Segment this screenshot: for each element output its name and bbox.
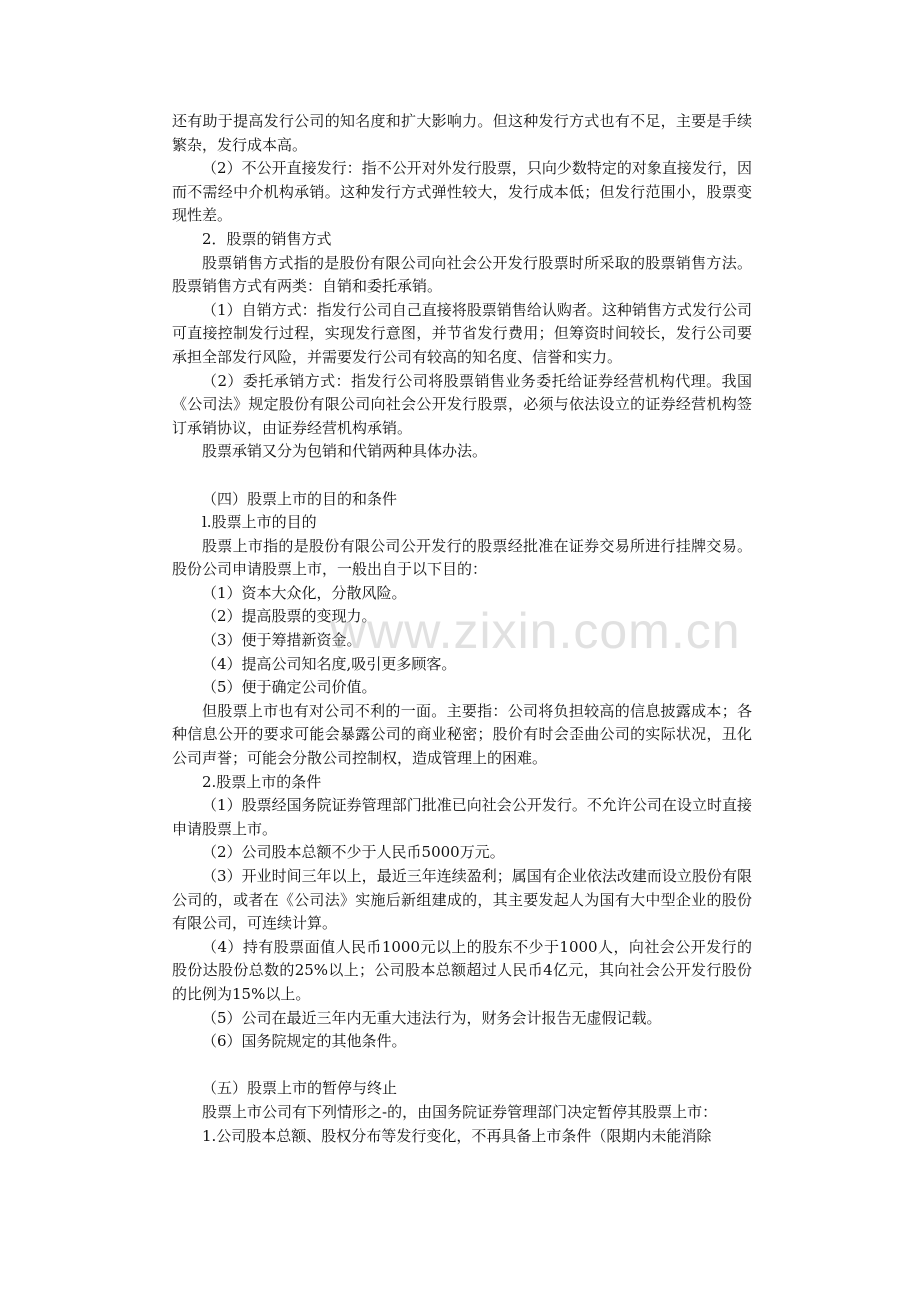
paragraph-suspension-intro: 股票上市公司有下列情形之-的，由国务院证券管理部门决定暂停其股票上市： [202,1102,718,1121]
list-item: （2）公司股本总额不少于人民币5000万元。 [202,843,505,862]
list-item: （5）公司在最近三年内无重大违法行为，财务会计报告无虚假记载。 [202,1008,662,1027]
body-text [172,110,752,1148]
paragraph-listing-disadvantages: 但股票上市也有对公司不利的一面。主要指：公司将负担较高的信息披露成本；各种信息公开的要求可能会暴露公司的商业秘密；股价有时会歪曲公司的实际状况，丑化公司声誉；可能会分散公司控制权，造成管理上的困难。 [172,701,752,768]
subheading-listing-purpose: l.股票上市的目的 [202,513,317,532]
list-item: （5）便于确定公司价值。 [202,678,377,697]
paragraph-underwriting-types: 股票承销又分为包销和代销两种具体办法。 [202,442,488,461]
list-item: （6）国务院规定的其他条件。 [202,1032,407,1051]
paragraph-self-sale: （1）自销方式：指发行公司自己直接将股票销售给认购者。这种销售方式发行公司可直接控制发行过程，实现发行意图，并节省发行费用；但筹资时间较长，发行公司要承担全部发行风险，并需要发行公司有较高的知名度、信誉和实力。 [172,300,752,366]
paragraph-listing-definition: 股票上市指的是股份有限公司公开发行的股票经批准在证券交易所进行挂牌交易。股份公司申请股票上市，一般出自于以下目的： [172,536,752,579]
paragraph-underwriting: （2）委托承销方式：指发行公司将股票销售业务委托给证券经营机构代理。我国《公司法》规定股份有限公司向社会公开发行股票，必须与依法设立的证券经营机构签订承销协议，由证券经营机构承销。 [172,371,752,437]
list-item: （1）股票经国务院证券管理部门批准已向社会公开发行。不允许公司在设立时直接申请股票上市。 [172,796,752,838]
paragraph-sales-method: 股票销售方式指的是股份有限公司向社会公开发行股票时所采取的股票销售方法。股票销售方式有两类：自销和委托承销。 [172,253,752,296]
watermark: www.zixin.com.cn [330,603,741,659]
blank-line [172,1054,752,1078]
list-item: （1）资本大众化，分散风险。 [202,583,407,602]
blank-line [172,464,752,488]
section-heading-suspension: （五）股票上市的暂停与终止 [202,1079,398,1098]
paragraph-issuance-cont: 还有助于提高发行公司的知名度和扩大影响力。但这种发行方式也有不足，主要是手续繁杂，发行成本高。 [172,112,752,154]
subheading-listing-conditions: 2.股票上市的条件 [202,772,322,791]
list-item: （4）提高公司知名度,吸引更多顾客。 [202,654,457,673]
list-item: （4）持有股票面值人民币1000元以上的股东不少于1000人，向社会公开发行的股份达股份总数的25%以上；公司股本总额超过人民币4亿元，其向社会公开发行股份的比例为15%以上。 [172,937,752,1003]
paragraph-private-issuance: （2）不公开直接发行：指不公开对外发行股票，只向少数特定的对象直接发行，因而不需经中介机构承销。这种发行方式弹性较大，发行成本低；但发行范围小，股票变现性差。 [172,159,752,225]
list-item: 1.公司股本总额、股权分布等发行变化，不再具备上市条件（限期内未能消除 [202,1126,712,1145]
list-item: （3）开业时间三年以上，最近三年连续盈利；属国有企业依法改建而设立股份有限公司的，或者在《公司法》实施后新组建成的，其主要发起人为国有大中型企业的股份有限公司，可连续计算。 [172,867,752,933]
list-item: （2）提高股票的变现力。 [202,607,377,626]
list-item: （3）便于筹措新资金。 [202,631,362,650]
section-heading-listing: （四）股票上市的目的和条件 [202,489,398,508]
heading-sales-method: 2．股票的销售方式 [202,229,332,248]
